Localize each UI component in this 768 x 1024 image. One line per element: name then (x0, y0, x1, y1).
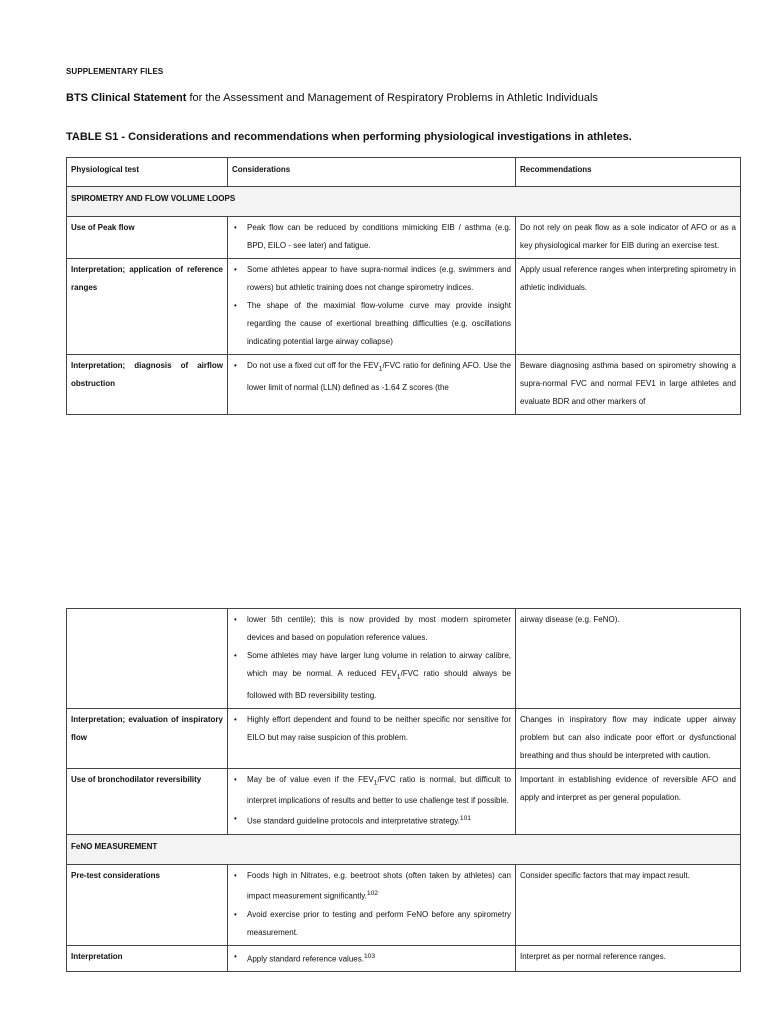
row-considerations (228, 768, 516, 834)
header-physiological-test: Physiological test (67, 158, 228, 187)
table-title: TABLE S1 - Considerations and recommendations when performing physiological investigations in athletes. (66, 131, 632, 143)
table-header-row (67, 158, 741, 187)
section-row-spirometry (67, 187, 741, 217)
row-considerations (228, 945, 516, 972)
bullet-item: • Some athletes may have larger lung volume in relation to airway calibre, which may be normal. A reduced $FEV_1$/FVC ratio should always be followed with BD reversibility testing. (232, 647, 511, 705)
row-test: Use of bronchodilator reversibility (67, 768, 228, 834)
row-considerations (228, 217, 516, 259)
bullet-item: • The shape of the maximial flow-volume curve may provide insight regarding the cause of exertional breathing difficulties (e.g. oscillations indicating potential large airway collapse) (232, 297, 511, 351)
table-row (67, 609, 741, 709)
row-test: Interpretation; diagnosis of airflow obstruction (67, 355, 228, 415)
section-title-feno: FeNO MEASUREMENT (67, 834, 741, 864)
table-row (67, 864, 741, 945)
bullet-item: • Foods high in Nitrates, e.g. beetroot shots (often taken by athletes) can impact measurement significantly.$^{102}$ (232, 867, 511, 906)
row-test: Interpretation; evaluation of inspiratory flow (67, 708, 228, 768)
row-recommendation: Interpret as per normal reference ranges. (516, 945, 741, 972)
bullet-item: • May be of value even if the $FEV_1$/FVC ratio is normal, but difficult to interpret implications of results and better to use challenge test if possible. (232, 771, 511, 811)
bullet-continuation: • lower 5th centile); this is now provided by most modern spirometer devices and based on population reference values. (232, 611, 511, 647)
row-considerations (228, 609, 516, 709)
bullet-item: • Apply standard reference values.$^{103}$ (232, 948, 511, 969)
bullet-item: • Some athletes appear to have supra-normal indices (e.g. swimmers and rowers) but athletic training does not change spirometry indices. (232, 261, 511, 297)
row-recommendation: Beware diagnosing asthma based on spirometry showing a supra-normal FVC and normal FEV1 in large athletes and evaluate BDR and other markers of (516, 355, 741, 415)
header-recommendations: Recommendations (516, 158, 741, 187)
document-title (66, 92, 598, 104)
row-test: Interpretation; application of reference ranges (67, 259, 228, 355)
row-test: Interpretation (67, 945, 228, 972)
row-test (67, 609, 228, 709)
row-test: Pre-test considerations (67, 864, 228, 945)
row-test: Use of Peak flow (67, 217, 228, 259)
bullet-item: • Use standard guideline protocols and interpretative strategy.$^{101}$ (232, 810, 511, 831)
table-part-2 (66, 608, 741, 972)
row-recommendation: Consider specific factors that may impact result. (516, 864, 741, 945)
row-considerations (228, 864, 516, 945)
section-row-feno (67, 834, 741, 864)
table-row (67, 259, 741, 355)
row-considerations (228, 259, 516, 355)
table-row (67, 768, 741, 834)
row-recommendation: Do not rely on peak flow as a sole indicator of AFO or as a key physiological marker for EIB during an exercise test. (516, 217, 741, 259)
bullet-item: • Highly effort dependent and found to be neither specific nor sensitive for EILO but may raise suspicion of this problem. (232, 711, 511, 747)
table-row (67, 355, 741, 415)
header-considerations: Considerations (228, 158, 516, 187)
row-recommendation: Changes in inspiratory flow may indicate upper airway problem but can also indicate poor effort or dysfunctional breathing and thus should be interpreted with caution. (516, 708, 741, 768)
table-row (67, 945, 741, 972)
bullet-item: • Peak flow can be reduced by conditions mimicking EIB / asthma (e.g. BPD, EILO - see later) and fatigue. (232, 219, 511, 255)
row-recommendation: Important in establishing evidence of reversible AFO and apply and interpret as per general population. (516, 768, 741, 834)
row-recommendation: airway disease (e.g. FeNO). (516, 609, 741, 709)
supplementary-label: SUPPLEMENTARY FILES (66, 67, 164, 76)
bullet-item: • Do not use a fixed cut off for the $FEV_1$/FVC ratio for defining AFO. Use the lower limit of normal (LLN) defined as -1.64 Z scores (the (232, 357, 511, 397)
document-title-bold: BTS Clinical Statement (66, 92, 187, 104)
section-title-spirometry: SPIROMETRY AND FLOW VOLUME LOOPS (67, 187, 741, 217)
table-part-1 (66, 157, 741, 415)
row-considerations (228, 708, 516, 768)
table-row (67, 217, 741, 259)
table-row (67, 708, 741, 768)
bullet-item: • Avoid exercise prior to testing and perform FeNO before any spirometry measurement. (232, 906, 511, 942)
row-recommendation: Apply usual reference ranges when interpreting spirometry in athletic individuals. (516, 259, 741, 355)
row-considerations (228, 355, 516, 415)
document-title-rest: for the Assessment and Management of Respiratory Problems in Athletic Individuals (186, 92, 598, 104)
